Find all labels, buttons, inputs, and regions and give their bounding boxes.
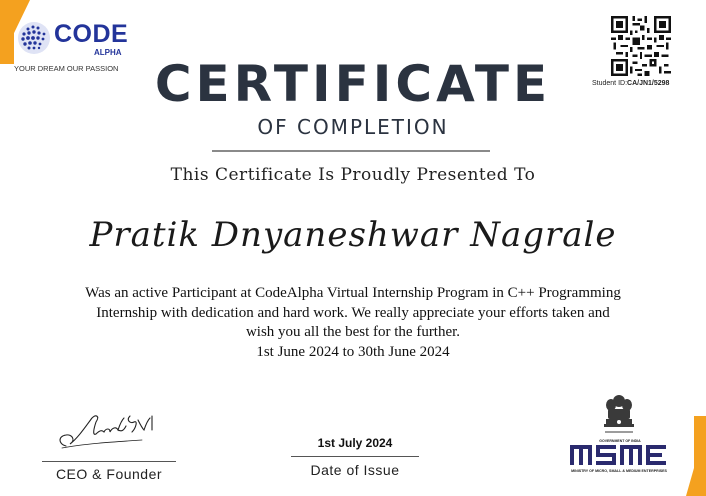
body-line: wish you all the best for the further. (245, 324, 461, 340)
certificate-subtitle: OF COMPLETION (257, 115, 449, 139)
body-line: Internship with dedication and hard work. We really appreciate your efforts taken and (96, 304, 610, 321)
body-line: Was an active Participant at CodeAlpha Virtual Internship Program in C++ Programming (85, 285, 621, 301)
presented-to-line: This Certificate Is Proudly Presented To (170, 165, 536, 185)
certificate-body (30, 284, 676, 362)
issue-date-line (291, 456, 419, 457)
national-emblem-icon (599, 392, 639, 438)
msme-logo-icon (568, 442, 672, 468)
certificate-title: CERTIFICATE (154, 55, 552, 113)
logo-wordmark: CODE (54, 20, 129, 48)
title-divider (212, 150, 490, 152)
body-line: 1st June 2024 to 30th June 2024 (256, 343, 450, 360)
ceo-signature (52, 408, 162, 454)
signature-role: CEO & Founder (55, 466, 163, 482)
signature-line (42, 461, 176, 462)
logo-tagline: YOUR DREAM OUR PASSION (14, 64, 119, 73)
corner-bar-bottom-right (694, 416, 706, 496)
globe-dots-icon (16, 20, 52, 56)
recipient-name: Pratik Dnyaneshwar Nagrale (89, 215, 617, 255)
student-id-value: CA/JN1/5298 (627, 80, 670, 87)
msme-caption: MINISTRY OF MICRO, SMALL & MEDIUM ENTERPRISES (571, 469, 667, 473)
issue-date-label: Date of Issue (310, 462, 400, 478)
issue-date: 1st July 2024 (317, 436, 393, 450)
emblem-caption: GOVERNMENT OF INDIA (599, 439, 641, 443)
student-id-label: Student ID: (592, 80, 628, 87)
logo-subword: ALPHA (94, 48, 122, 57)
